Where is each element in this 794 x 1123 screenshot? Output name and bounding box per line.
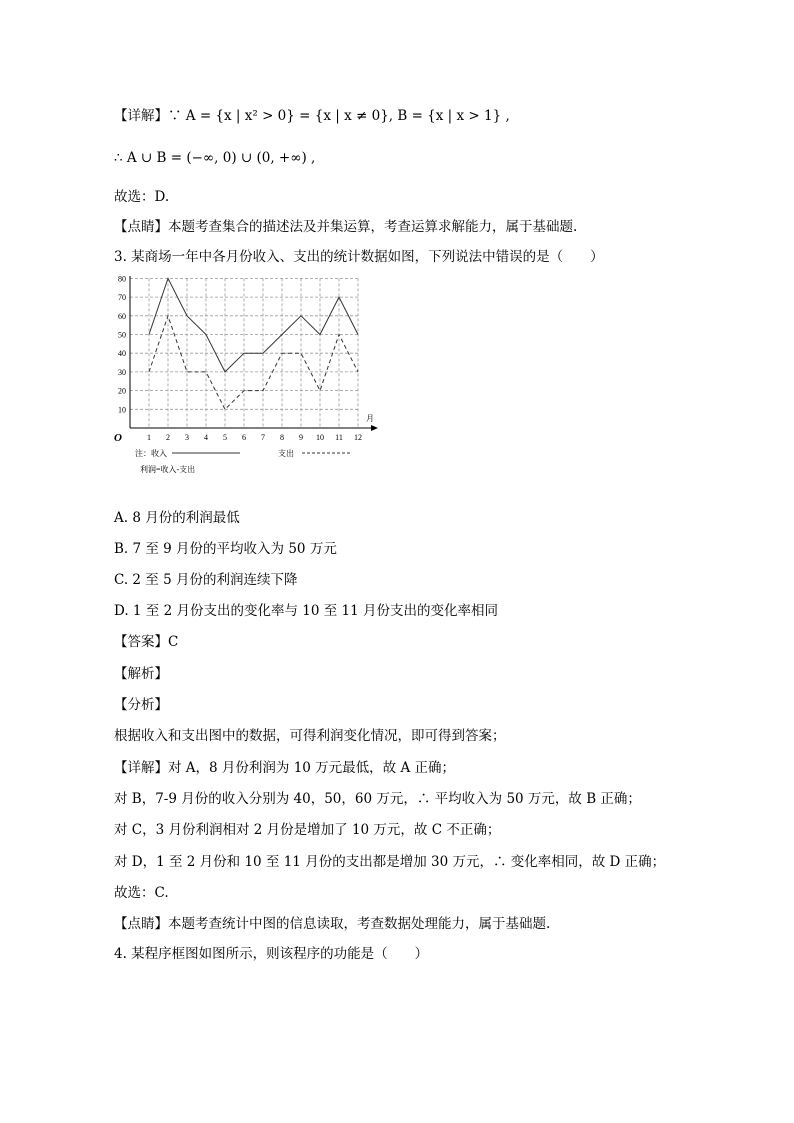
fenxi-text: 根据收入和支出图中的数据，可得利润变化情况，即可得到答案； [114,728,506,744]
y-tick-label: 70 [118,293,126,303]
detail-d: 对 D，1 至 2 月份和 10 至 11 月份的支出都是增加 30 万元，∴ 变化率相同，故 D 正确； [114,854,666,870]
x-axis-label: 月 [366,414,374,423]
detail-c: 对 C，3 月份利润相对 2 月份是增加了 10 万元，故 C 不正确； [114,822,501,838]
x-tick-label: 3 [185,433,189,442]
answer-choice-line: 故选：D. [114,189,170,205]
detail-b: 对 B，7-9 月份的收入分别为 40，50，60 万元，∴ 平均收入为 50 万元，故 B 正确； [114,791,641,807]
y-tick-label: 20 [118,386,126,396]
option-a: A. 8 月份的利润最低 [114,510,240,526]
x-tick-label: 6 [242,433,246,442]
x-tick-label: 2 [166,433,170,442]
expense-series-line [149,316,358,410]
income-series-line [149,278,358,372]
y-tick-label: 50 [118,330,126,340]
answer-label: 【答案】C [114,634,179,650]
legend-expense-label: 支出 [278,449,294,458]
question-3: 3. 某商场一年中各月份收入、支出的统计数据如图，下列说法中错误的是（ ） [114,249,604,265]
x-tick-label: 4 [204,433,208,442]
y-tick-label: 30 [118,367,126,377]
legend-income-label: 注：收入 [135,449,167,458]
option-b: B. 7 至 9 月份的平均收入为 50 万元 [114,541,337,557]
x-tick-label: 8 [280,433,284,442]
question-4: 4. 某程序框图如图所示，则该程序的功能是（ ） [114,946,429,962]
detail-a: 【详解】对 A，8 月份利润为 10 万元最低，故 A 正确； [114,760,456,776]
profit-note: 利润=收入-支出 [140,465,196,474]
y-tick-label: 60 [118,311,126,321]
chart-svg [108,276,378,496]
detail-line-1: 【详解】∵ A = {x | x² > 0} = {x | x ≠ 0}, B = {x | x > 1} , [114,108,510,124]
line-chart [108,276,378,496]
detail-line-2: ∴ A ∪ B = (−∞, 0) ∪ (0, +∞) , [114,150,316,166]
origin-label: O [114,432,122,444]
comment-line: 【点睛】本题考查集合的描述法及并集运算，考查运算求解能力，属于基础题. [114,219,578,235]
option-c: C. 2 至 5 月份的利润连续下降 [114,572,298,588]
y-tick-label: 40 [118,349,126,359]
x-tick-label: 7 [261,433,265,442]
y-tick-label: 80 [118,276,126,284]
x-tick-label: 12 [354,433,362,442]
x-tick-label: 9 [299,433,303,442]
x-tick-label: 1 [147,433,151,442]
x-tick-label: 5 [223,433,227,442]
option-d: D. 1 至 2 月份支出的变化率与 10 至 11 月份支出的变化率相同 [114,603,498,619]
y-tick-label: 10 [118,405,126,415]
x-tick-label: 10 [316,433,324,442]
fenxi-label: 【分析】 [114,697,168,713]
comment-line-2: 【点睛】本题考查统计中图的信息读取，考查数据处理能力，属于基础题. [114,916,551,932]
analysis-label: 【解析】 [114,666,168,682]
x-tick-label: 11 [335,433,343,442]
x-axis-arrow [371,425,378,431]
choose-line: 故选：C. [114,885,169,901]
